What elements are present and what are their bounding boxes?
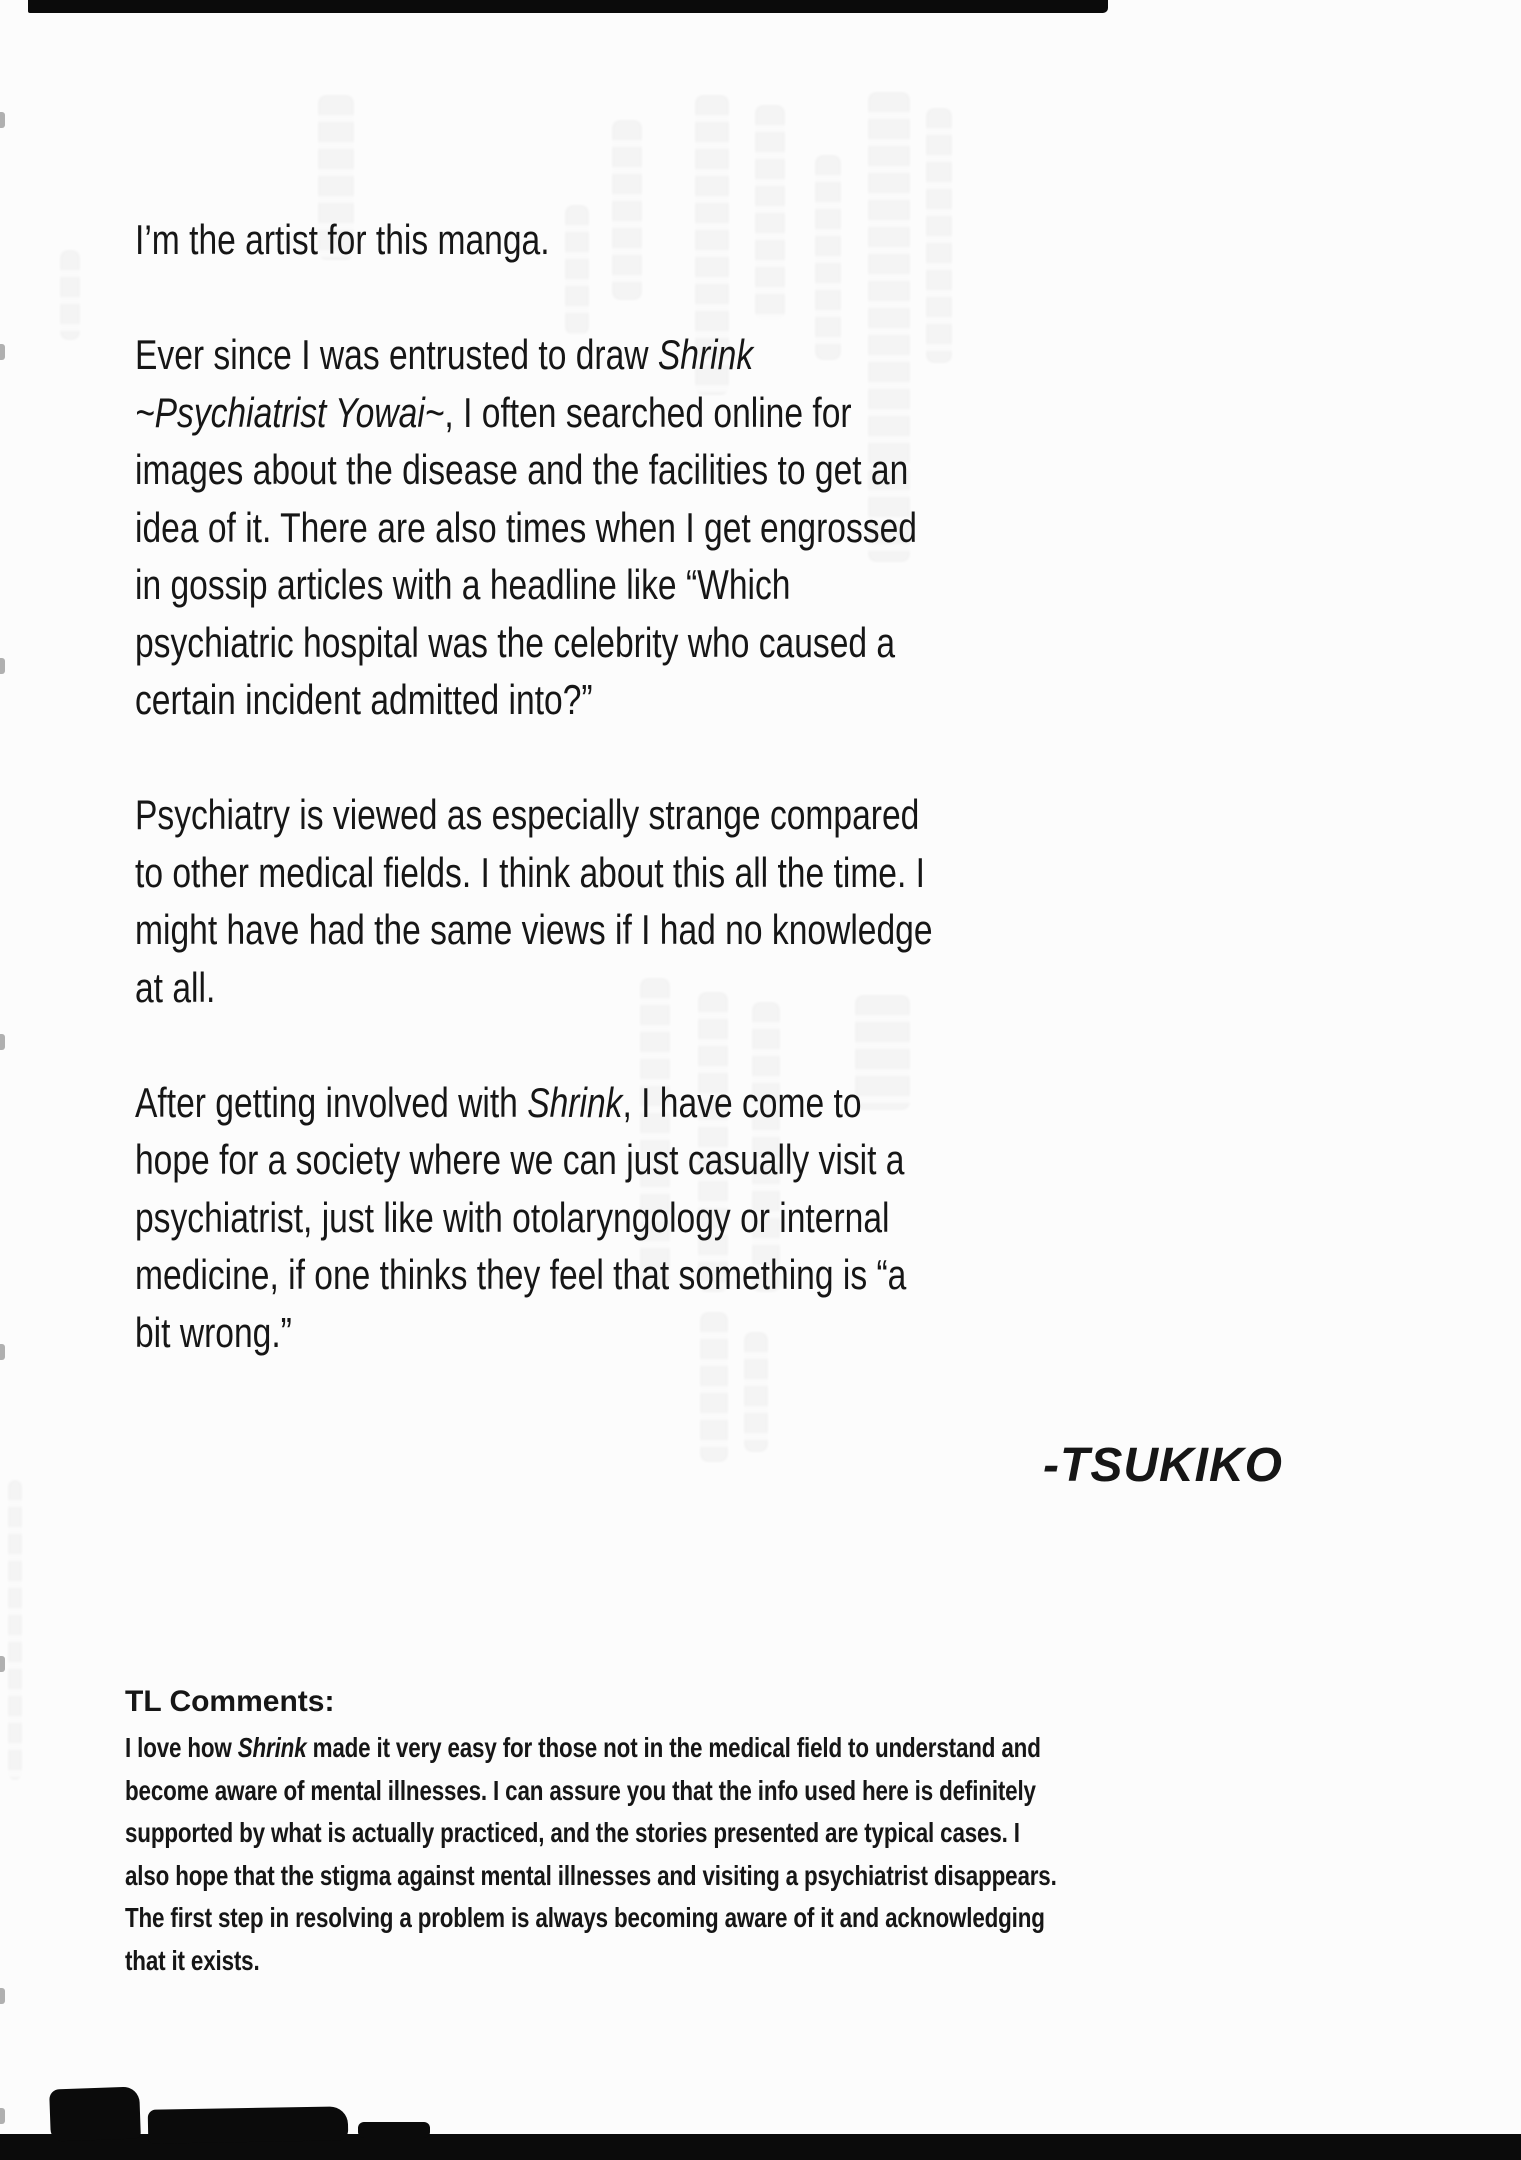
text-line: hope for a society where we can just casually visit a <box>135 1136 905 1183</box>
text-line: After getting involved with Shrink, I have come to <box>135 1078 862 1126</box>
text-line: medicine, if one thinks they feel that something is “a <box>135 1251 907 1298</box>
text-line: at all. <box>135 963 216 1011</box>
text-line: psychiatrist, just like with otolaryngology or internal <box>135 1193 890 1241</box>
tl-comments-body <box>125 1727 1057 1982</box>
ghost-text-column <box>60 250 80 340</box>
text-line: psychiatric hospital was the celebrity who caused a <box>135 618 896 666</box>
paragraph <box>135 786 933 1016</box>
text-line: Psychiatry is viewed as especially strange compared <box>135 791 920 838</box>
paragraph <box>135 1074 933 1362</box>
scan-mark <box>0 112 5 128</box>
tl-comments-block <box>125 1682 1057 1982</box>
text-line: bit wrong.” <box>135 1308 292 1356</box>
text-line: idea of it. There are also times when I get engrossed <box>135 503 917 551</box>
tl-comments-heading: TL Comments: <box>125 1685 335 1718</box>
text-line: certain incident admitted into?” <box>135 676 593 723</box>
scan-mark <box>0 1988 5 2004</box>
scan-mark <box>0 1344 5 1360</box>
paragraph <box>135 211 933 269</box>
scan-ink-blob <box>148 2106 349 2143</box>
text-line: in gossip articles with a headline like “Which <box>135 561 791 608</box>
scan-ink-blob <box>49 2086 141 2141</box>
scan-mark <box>0 1656 5 1672</box>
scan-mark <box>0 658 5 674</box>
text-line: that it exists. <box>125 1944 260 1976</box>
ghost-text-column <box>8 1480 22 1780</box>
scan-mark <box>0 344 5 360</box>
text-line: to other medical fields. I think about this all the time. I <box>135 848 925 896</box>
text-line: might have had the same views if I had no knowledge <box>135 906 933 953</box>
text-line: supported by what is actually practiced, and the stories presented are typical cases. I <box>125 1817 1020 1848</box>
scan-edge-top-bar <box>28 0 1108 13</box>
scan-mark <box>0 2108 5 2124</box>
text-line: I’m the artist for this manga. <box>135 216 550 263</box>
text-line: I love how Shrink made it very easy for those not in the medical field to understand and <box>125 1732 1041 1763</box>
text-line: also hope that the stigma against mental illnesses and visiting a psychiatrist disappears. <box>125 1859 1057 1891</box>
scan-mark <box>0 1034 5 1050</box>
paragraph <box>135 326 933 729</box>
text-line: become aware of mental illnesses. I can assure you that the info used here is definitely <box>125 1774 1036 1806</box>
artist-signature: -TSUKIKO <box>1043 1439 1283 1492</box>
afterword-text <box>135 211 933 1419</box>
text-line: Ever since I was entrusted to draw Shrink <box>135 331 754 378</box>
scan-ink-blob <box>358 2122 430 2138</box>
text-line: images about the disease and the facilities to get an <box>135 446 909 493</box>
text-line: ~Psychiatrist Yowai~, I often searched online for <box>135 388 852 436</box>
text-line: The first step in resolving a problem is always becoming aware of it and acknowledging <box>125 1902 1045 1933</box>
